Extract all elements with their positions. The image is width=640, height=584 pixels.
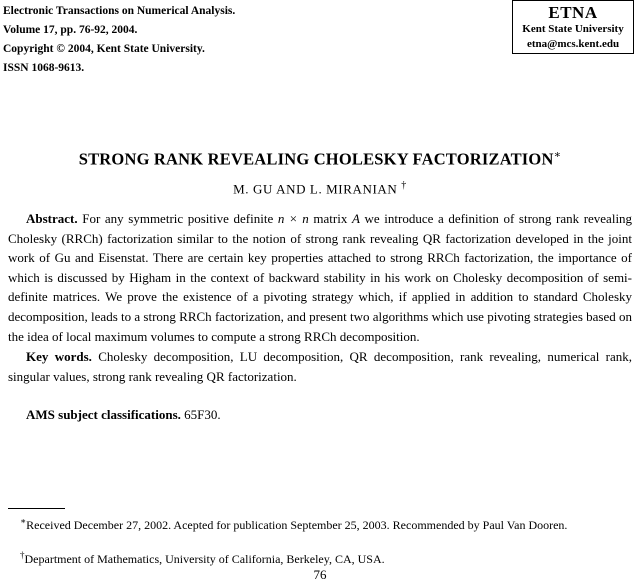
abstract-paragraph: [8, 209, 632, 346]
title-footnote-mark: ∗: [553, 149, 562, 161]
ams-label: AMS subject classifications.: [26, 407, 181, 422]
footnote-1-mark: ∗: [20, 516, 27, 526]
paper-authors-block: [0, 180, 640, 197]
footnote-divider: [8, 508, 65, 509]
etna-email: etna@mcs.kent.edu: [526, 38, 620, 50]
footnote-2-text: Department of Mathematics, University of California, Berkeley, CA, USA.: [24, 552, 385, 566]
keywords-paragraph: [8, 347, 632, 386]
footnote-affiliation: [8, 546, 632, 569]
author-footnote-mark: †: [401, 180, 407, 191]
footnote-received: [8, 512, 632, 535]
journal-name: Electronic Transactions on Numerical Analysis.: [3, 5, 236, 17]
keywords-text: Cholesky decomposition, LU decomposition, QR decomposition, rank revealing, numerical rank, singular values, strong rank revealing QR factorization.: [8, 349, 632, 384]
paper-title-block: [0, 148, 640, 170]
journal-volume: Volume 17, pp. 76-92, 2004.: [3, 24, 138, 36]
abstract-math-a: A: [351, 211, 360, 226]
footnote-1-text: Received December 27, 2002. Acepted for publication September 25, 2003. Recommended by Paul Van Dooren.: [26, 518, 568, 532]
abstract-text-a: For any symmetric positive definite: [82, 211, 274, 226]
journal-copyright: Copyright © 2004, Kent State University.: [3, 43, 205, 55]
ams-text: 65F30.: [184, 407, 221, 422]
ams-paragraph: [8, 405, 632, 425]
etna-box: [512, 0, 634, 54]
footnote-2-mark: †: [20, 550, 25, 560]
paper-authors: M. GU AND L. MIRANIAN: [233, 181, 398, 197]
journal-issn: ISSN 1068-9613.: [3, 62, 85, 74]
abstract-math-n: n × n: [277, 211, 309, 226]
paper-title: STRONG RANK REVEALING CHOLESKY FACTORIZATION: [78, 149, 554, 169]
abstract-text-b: matrix: [313, 211, 348, 226]
abstract-label: Abstract.: [26, 211, 78, 226]
etna-university: Kent State University: [522, 23, 624, 35]
page-number: 76: [313, 567, 327, 582]
abstract-text-c: we introduce a definition of strong rank revealing Cholesky (RRCh) factorization similar to the notion of strong rank revealing QR factorization developed in the joint work of Gu and Eisenstat. There are certain key properties attached to strong RRCh factorization, the importance of which is discussed by Higham in the context of backward stability in his work on Cholesky decomposition of semi-definite matrices. We prove the existence of a pivoting strategy which, if applied in addition to standard Cholesky decomposition, leads to a strong RRCh factorization, and present two algorithms which use pivoting strategies based on the idea of local maximum volumes to compute a strong RRCh decomposition.: [8, 211, 633, 344]
keywords-label: Key words.: [26, 349, 92, 364]
etna-title: ETNA: [548, 3, 598, 22]
journal-header: [3, 2, 235, 78]
